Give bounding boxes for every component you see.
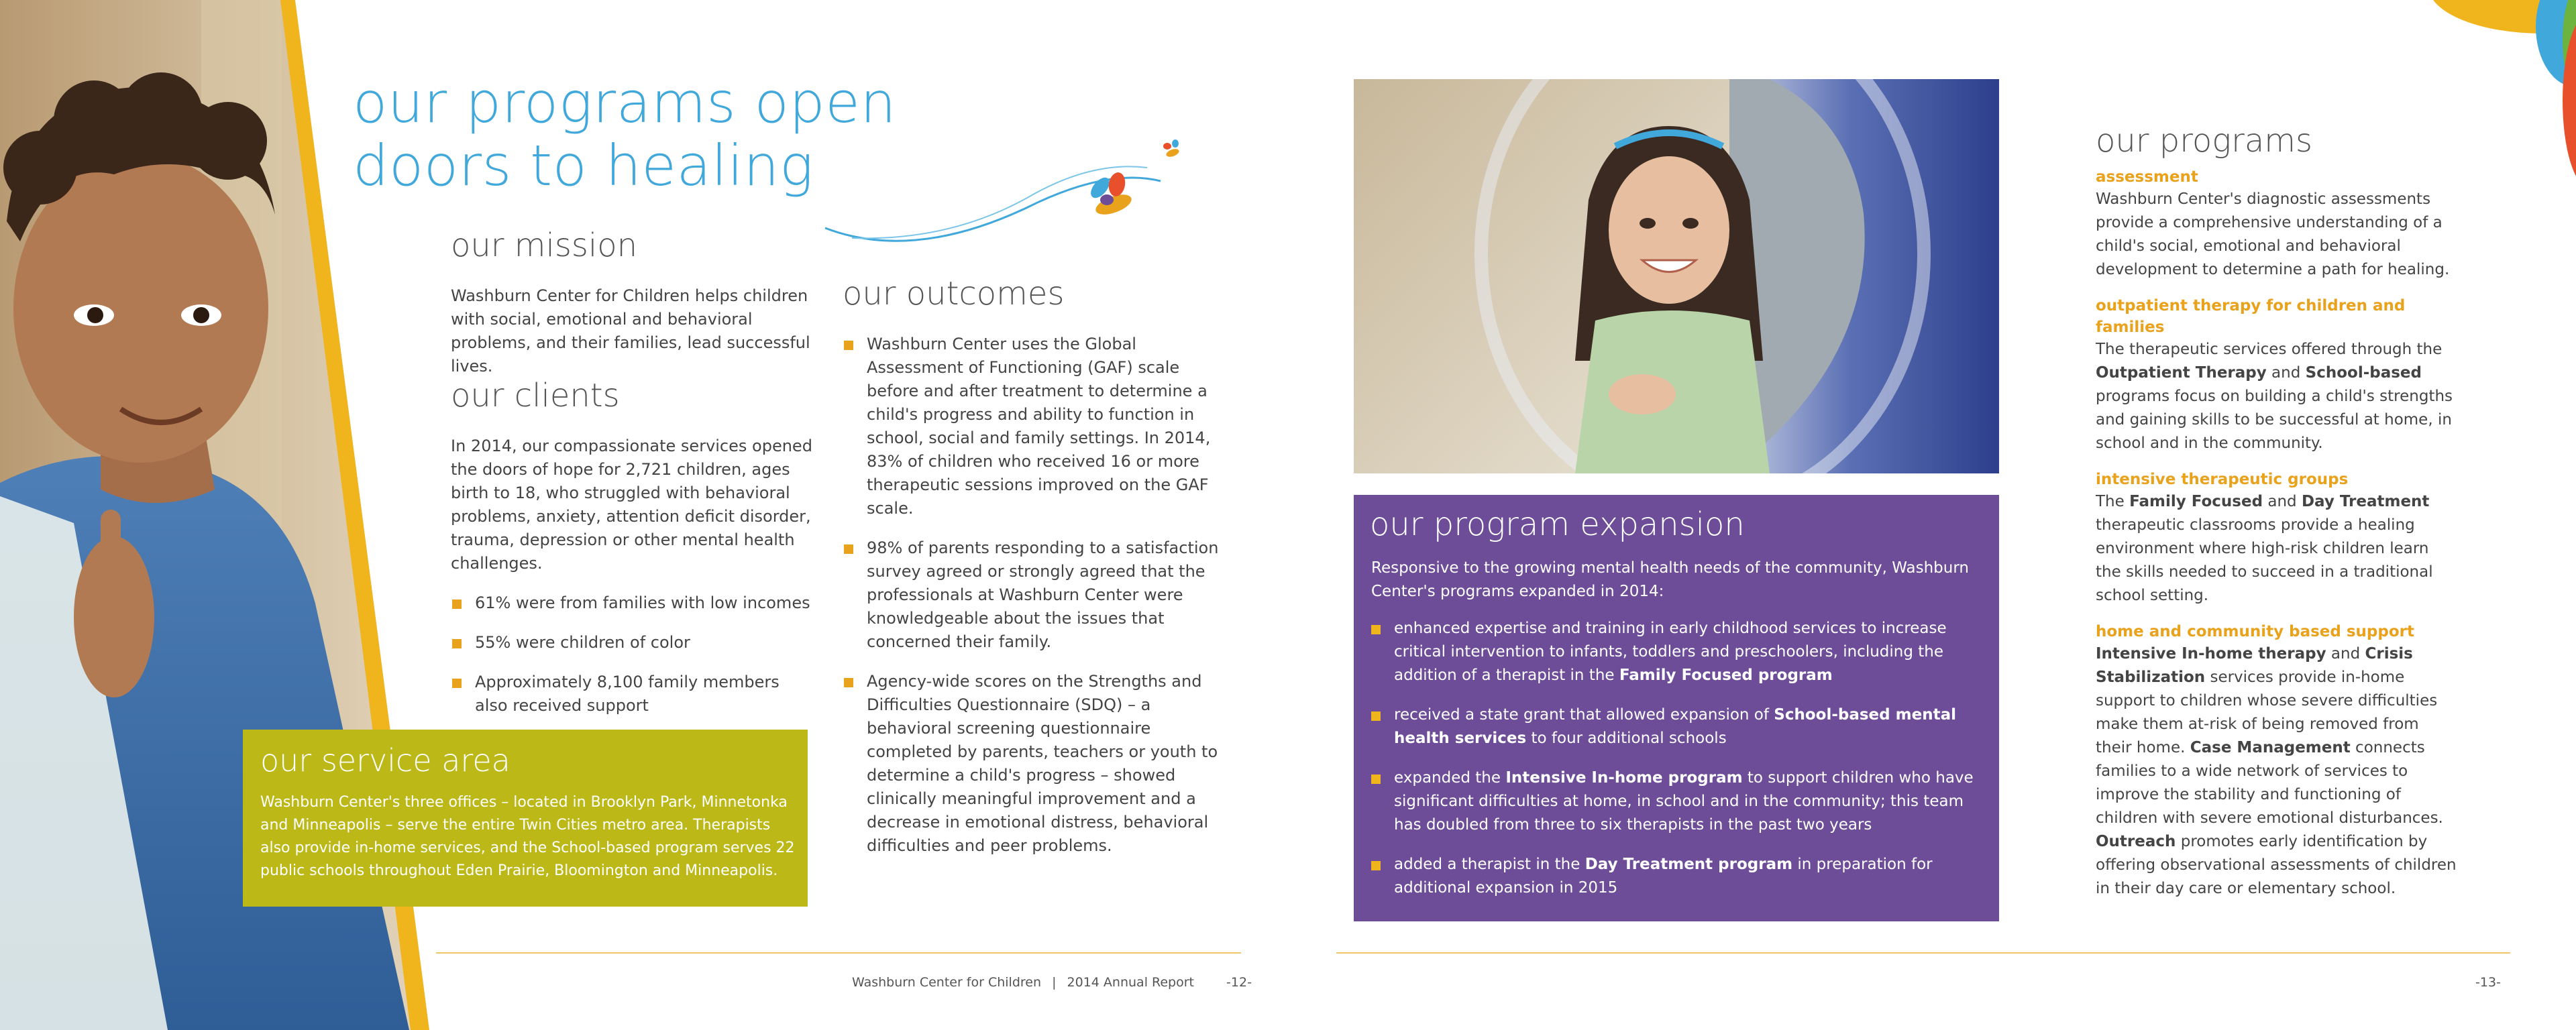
mission-text: Washburn Center for Children helps children with social, emotional and behavioral problems, and their families, lead successful lives. [451, 286, 810, 376]
list-item: received a state grant that allowed expansion of School-based mental health services to four additional schools [1370, 703, 1980, 750]
page-number-left: -12- [1226, 975, 1252, 990]
footer-org: Washburn Center for Children [852, 975, 1042, 990]
assessment-text: Washburn Center's diagnostic assessments provide a comprehensive understanding of a child's social, emotional and behavioral development to determine a path for healing. [2096, 190, 2450, 278]
footer-rule-left [436, 952, 1241, 954]
program-expansion-box [1354, 495, 1999, 921]
clients-bullets [451, 591, 813, 718]
programs-title: our programs [2096, 122, 2313, 160]
list-item: Approximately 8,100 family members also received support [451, 671, 813, 718]
outcomes-title: our outcomes [843, 275, 1065, 312]
list-item: 98% of parents responding to a satisfaction survey agreed or strongly agreed that the professionals at Washburn Center were knowledgeable about the issues that concerned their family. [843, 536, 1225, 654]
footer-rule-right [1336, 952, 2510, 954]
assessment-title: assessment [2096, 168, 2198, 186]
clients-title: our clients [451, 377, 620, 414]
outcomes-bullets [843, 333, 1225, 858]
home-support-text: Intensive In-home therapy and Crisis Stabilization services provide in-home support to children whose severe difficulties make them at-risk of being removed from their home. Case Management connects families to a wide network of services to improve the stability and functioning of children with severe emotional disturbances. Outreach promotes early identification by offering observational assessments of children in their day care or elementary school. [2096, 645, 2457, 897]
home-support-title: home and community based support [2096, 623, 2414, 640]
list-item: 55% were children of color [451, 631, 813, 654]
groups-title: intensive therapeutic groups [2096, 471, 2349, 488]
footer-report: 2014 Annual Report [1067, 975, 1194, 990]
list-item: Agency-wide scores on the Strengths and Difficulties Questionnaire (SDQ) – a behavioral screening questionnaire completed by parents, teachers or youth to determine a child's progress – showed clinically meaningful improvement and a decrease in emotional distress, behavioral difficulties and peer problems. [843, 670, 1225, 858]
programs-section [2096, 122, 2458, 901]
butterfly-swoosh-graphic [812, 127, 1194, 255]
service-area-text: Washburn Center's three offices – located in Brooklyn Park, Minnetonka and Minneapolis – serve the entire Twin Cities metro area. Therapists also provide in-home services, and the School-based program serves 22 public schools throughout Eden Prairie, Bloomington and Minneapolis. [260, 794, 795, 879]
list-item: added a therapist in the Day Treatment program in preparation for additional expansion in 2015 [1370, 853, 1980, 900]
expansion-title: our program expansion [1370, 506, 1745, 543]
expansion-bullets [1370, 617, 1980, 916]
outcomes-section [843, 275, 1225, 874]
footer-separator: | [1052, 975, 1057, 990]
mission-title: our mission [451, 227, 638, 264]
list-item: expanded the Intensive In-home program to support children who have significant difficulties at home, in school and in the community; this team has doubled from three to six therapists in the past two years [1370, 766, 1980, 837]
list-item: Washburn Center uses the Global Assessment of Functioning (GAF) scale before and after treatment to determine a child's progress and ability to function in school, social and family settings. In 2014, 83% of children who received 16 or more therapeutic sessions improved on the GAF scale. [843, 333, 1225, 520]
headline-line-1: our programs open [353, 70, 897, 135]
expansion-intro: Responsive to the growing mental health needs of the community, Washburn Center's programs expanded in 2014: [1371, 559, 1969, 600]
service-area-title: our service area [260, 742, 511, 779]
footer-left [852, 975, 1252, 990]
mission-section [451, 227, 813, 378]
outpatient-text: The therapeutic services offered through the Outpatient Therapy and School-based programs focus on building a child's strengths and gaining skills to be successful at home, in school and in the community. [2096, 341, 2453, 452]
list-item: 61% were from families with low incomes [451, 591, 813, 615]
outpatient-title: outpatient therapy for children and families [2096, 297, 2406, 336]
clients-text: In 2014, our compassionate services opened the doors of hope for 2,721 children, ages birth to 18, who struggled with behavioral problems, anxiety, attention deficit disorder, trauma, depression or other mental health challenges. [451, 437, 812, 573]
headline-line-2: doors to healing [353, 133, 814, 198]
list-item: enhanced expertise and training in early childhood services to increase critical intervention to infants, toddlers and preschoolers, including the addition of a therapist in the Family Focused program [1370, 617, 1980, 687]
girl-photo [1354, 79, 1999, 473]
page-number-right: -13- [2475, 975, 2501, 990]
clients-section [451, 377, 813, 734]
groups-text: The Family Focused and Day Treatment therapeutic classrooms provide a healing environment where high-risk children learn the skills needed to succeed in a traditional school setting. [2096, 493, 2433, 604]
service-area-box [243, 730, 808, 907]
